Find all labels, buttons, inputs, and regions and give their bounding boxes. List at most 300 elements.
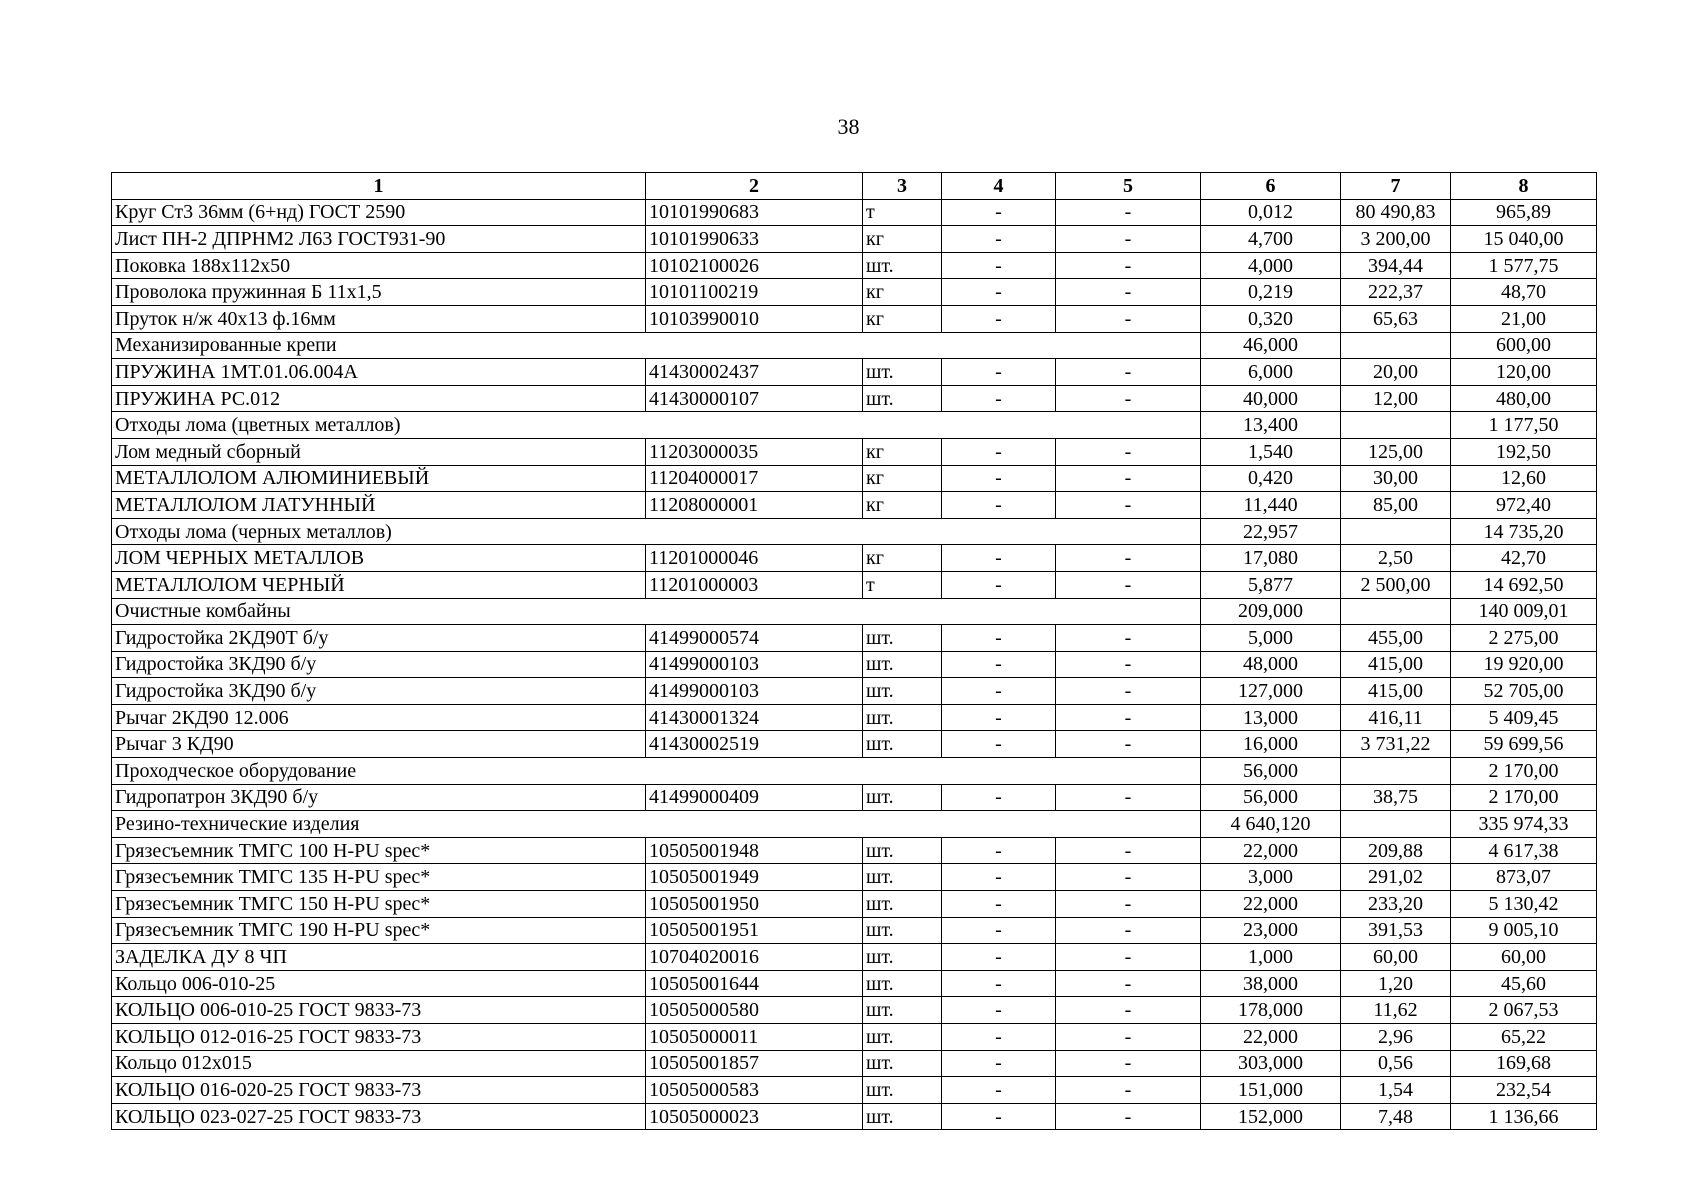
item-qty: 16,000 xyxy=(1201,731,1341,758)
item-name: Гидростойка 3КД90 б/у xyxy=(112,678,646,705)
item-col4: - xyxy=(942,917,1056,944)
item-unit: шт. xyxy=(863,252,942,279)
item-qty: 22,000 xyxy=(1201,891,1341,918)
item-qty: 40,000 xyxy=(1201,385,1341,412)
item-sum: 2 170,00 xyxy=(1451,784,1597,811)
group-name: Механизированные крепи xyxy=(112,332,1201,359)
item-unit: шт. xyxy=(863,970,942,997)
item-code: 41430002437 xyxy=(646,359,863,386)
item-qty: 22,000 xyxy=(1201,1024,1341,1051)
item-price: 38,75 xyxy=(1341,784,1451,811)
table-row xyxy=(112,199,1597,226)
item-qty: 11,440 xyxy=(1201,492,1341,519)
column-header-5: 5 xyxy=(1056,173,1201,200)
group-price xyxy=(1341,332,1451,359)
table-row xyxy=(112,864,1597,891)
item-code: 10101990683 xyxy=(646,199,863,226)
item-name: Лом медный сборный xyxy=(112,438,646,465)
materials-table xyxy=(111,172,1597,1130)
item-qty: 13,000 xyxy=(1201,704,1341,731)
group-price xyxy=(1341,518,1451,545)
item-price: 455,00 xyxy=(1341,625,1451,652)
item-price: 30,00 xyxy=(1341,465,1451,492)
item-col5: - xyxy=(1056,226,1201,253)
item-col4: - xyxy=(942,199,1056,226)
item-price: 291,02 xyxy=(1341,864,1451,891)
item-col5: - xyxy=(1056,970,1201,997)
item-name: Грязесъемник ТМГС 190 H-PU spec* xyxy=(112,917,646,944)
item-name: Гидростойка 3КД90 б/у xyxy=(112,651,646,678)
table-row xyxy=(112,784,1597,811)
item-col4: - xyxy=(942,731,1056,758)
item-col4: - xyxy=(942,545,1056,572)
item-qty: 6,000 xyxy=(1201,359,1341,386)
item-sum: 169,68 xyxy=(1451,1050,1597,1077)
item-name: ЛОМ ЧЕРНЫХ МЕТАЛЛОВ xyxy=(112,545,646,572)
table-row xyxy=(112,678,1597,705)
item-unit: шт. xyxy=(863,704,942,731)
column-header-1: 1 xyxy=(112,173,646,200)
item-sum: 232,54 xyxy=(1451,1077,1597,1104)
item-sum: 1 577,75 xyxy=(1451,252,1597,279)
item-qty: 56,000 xyxy=(1201,784,1341,811)
item-code: 10505001950 xyxy=(646,891,863,918)
item-code: 10101990633 xyxy=(646,226,863,253)
item-name: КОЛЬЦО 023-027-25 ГОСТ 9833-73 xyxy=(112,1103,646,1130)
item-col5: - xyxy=(1056,651,1201,678)
group-sum: 14 735,20 xyxy=(1451,518,1597,545)
item-price: 12,00 xyxy=(1341,385,1451,412)
item-unit: шт. xyxy=(863,837,942,864)
table-row xyxy=(112,917,1597,944)
item-price: 209,88 xyxy=(1341,837,1451,864)
table-row xyxy=(112,837,1597,864)
column-header-7: 7 xyxy=(1341,173,1451,200)
item-code: 11201000046 xyxy=(646,545,863,572)
column-header-3: 3 xyxy=(863,173,942,200)
column-header-2: 2 xyxy=(646,173,863,200)
item-name: Кольцо 012х015 xyxy=(112,1050,646,1077)
item-code: 10505001948 xyxy=(646,837,863,864)
column-header-4: 4 xyxy=(942,173,1056,200)
table-row xyxy=(112,252,1597,279)
item-unit: кг xyxy=(863,492,942,519)
item-sum: 12,60 xyxy=(1451,465,1597,492)
item-qty: 23,000 xyxy=(1201,917,1341,944)
table-row xyxy=(112,731,1597,758)
item-price: 2,96 xyxy=(1341,1024,1451,1051)
item-code: 41430001324 xyxy=(646,704,863,731)
item-name: МЕТАЛЛОЛОМ ЛАТУННЫЙ xyxy=(112,492,646,519)
item-unit: шт. xyxy=(863,1103,942,1130)
table-body xyxy=(112,199,1597,1130)
item-col4: - xyxy=(942,1077,1056,1104)
page-number: 38 xyxy=(837,114,860,139)
item-name: Гидропатрон 3КД90 б/у xyxy=(112,784,646,811)
item-col4: - xyxy=(942,465,1056,492)
item-sum: 19 920,00 xyxy=(1451,651,1597,678)
item-sum: 59 699,56 xyxy=(1451,731,1597,758)
item-sum: 192,50 xyxy=(1451,438,1597,465)
item-unit: шт. xyxy=(863,891,942,918)
group-sum: 600,00 xyxy=(1451,332,1597,359)
item-col4: - xyxy=(942,837,1056,864)
group-sum: 2 170,00 xyxy=(1451,758,1597,785)
item-price: 7,48 xyxy=(1341,1103,1451,1130)
item-sum: 120,00 xyxy=(1451,359,1597,386)
item-unit: кг xyxy=(863,545,942,572)
item-qty: 22,000 xyxy=(1201,837,1341,864)
item-code: 10102100026 xyxy=(646,252,863,279)
item-unit: шт. xyxy=(863,359,942,386)
item-code: 10704020016 xyxy=(646,944,863,971)
item-name: Поковка 188х112х50 xyxy=(112,252,646,279)
item-name: ПРУЖИНА РС.012 xyxy=(112,385,646,412)
group-name: Отходы лома (черных металлов) xyxy=(112,518,1201,545)
item-col5: - xyxy=(1056,997,1201,1024)
item-qty: 4,000 xyxy=(1201,252,1341,279)
item-unit: кг xyxy=(863,279,942,306)
item-unit: шт. xyxy=(863,385,942,412)
item-price: 222,37 xyxy=(1341,279,1451,306)
item-sum: 1 136,66 xyxy=(1451,1103,1597,1130)
group-price xyxy=(1341,811,1451,838)
table-row xyxy=(112,1103,1597,1130)
item-name: МЕТАЛЛОЛОМ АЛЮМИНИЕВЫЙ xyxy=(112,465,646,492)
item-unit: кг xyxy=(863,465,942,492)
item-name: Кольцо 006-010-25 xyxy=(112,970,646,997)
item-col5: - xyxy=(1056,465,1201,492)
item-col4: - xyxy=(942,1103,1056,1130)
item-qty: 5,877 xyxy=(1201,571,1341,598)
item-qty: 17,080 xyxy=(1201,545,1341,572)
item-unit: шт. xyxy=(863,1077,942,1104)
item-code: 11204000017 xyxy=(646,465,863,492)
item-qty: 38,000 xyxy=(1201,970,1341,997)
item-qty: 0,320 xyxy=(1201,305,1341,332)
group-name: Резино-технические изделия xyxy=(112,811,1201,838)
item-sum: 5 409,45 xyxy=(1451,704,1597,731)
item-price: 391,53 xyxy=(1341,917,1451,944)
item-sum: 42,70 xyxy=(1451,545,1597,572)
table-row xyxy=(112,651,1597,678)
item-col5: - xyxy=(1056,305,1201,332)
item-qty: 0,012 xyxy=(1201,199,1341,226)
group-name: Отходы лома (цветных металлов) xyxy=(112,412,1201,439)
item-price: 1,54 xyxy=(1341,1077,1451,1104)
item-name: Гидростойка 2КД90Т б/у xyxy=(112,625,646,652)
item-unit: шт. xyxy=(863,625,942,652)
item-code: 10103990010 xyxy=(646,305,863,332)
table-row xyxy=(112,1024,1597,1051)
table-row xyxy=(112,970,1597,997)
item-col5: - xyxy=(1056,438,1201,465)
item-col5: - xyxy=(1056,279,1201,306)
item-col5: - xyxy=(1056,1077,1201,1104)
item-col5: - xyxy=(1056,864,1201,891)
item-col4: - xyxy=(942,784,1056,811)
item-col4: - xyxy=(942,252,1056,279)
item-col4: - xyxy=(942,864,1056,891)
item-sum: 60,00 xyxy=(1451,944,1597,971)
item-name: КОЛЬЦО 016-020-25 ГОСТ 9833-73 xyxy=(112,1077,646,1104)
group-row xyxy=(112,598,1597,625)
item-price: 1,20 xyxy=(1341,970,1451,997)
item-unit: шт. xyxy=(863,917,942,944)
item-col5: - xyxy=(1056,625,1201,652)
item-price: 2 500,00 xyxy=(1341,571,1451,598)
item-name: Рычаг 2КД90 12.006 xyxy=(112,704,646,731)
group-qty: 209,000 xyxy=(1201,598,1341,625)
item-code: 10505000011 xyxy=(646,1024,863,1051)
item-name: КОЛЬЦО 012-016-25 ГОСТ 9833-73 xyxy=(112,1024,646,1051)
item-code: 10505001644 xyxy=(646,970,863,997)
item-qty: 1,000 xyxy=(1201,944,1341,971)
item-unit: шт. xyxy=(863,651,942,678)
group-name: Очистные комбайны xyxy=(112,598,1201,625)
item-qty: 5,000 xyxy=(1201,625,1341,652)
item-qty: 0,420 xyxy=(1201,465,1341,492)
column-header-6: 6 xyxy=(1201,173,1341,200)
item-sum: 9 005,10 xyxy=(1451,917,1597,944)
table-row xyxy=(112,1077,1597,1104)
item-name: Грязесъемник ТМГС 135 H-PU spec* xyxy=(112,864,646,891)
item-price: 20,00 xyxy=(1341,359,1451,386)
group-sum: 140 009,01 xyxy=(1451,598,1597,625)
item-code: 11203000035 xyxy=(646,438,863,465)
item-unit: шт. xyxy=(863,864,942,891)
group-row xyxy=(112,412,1597,439)
item-col4: - xyxy=(942,970,1056,997)
group-sum: 335 974,33 xyxy=(1451,811,1597,838)
item-sum: 21,00 xyxy=(1451,305,1597,332)
item-col5: - xyxy=(1056,1103,1201,1130)
group-qty: 46,000 xyxy=(1201,332,1341,359)
item-col5: - xyxy=(1056,917,1201,944)
item-col4: - xyxy=(942,279,1056,306)
item-col4: - xyxy=(942,704,1056,731)
item-unit: шт. xyxy=(863,997,942,1024)
item-col5: - xyxy=(1056,571,1201,598)
item-code: 10505000580 xyxy=(646,997,863,1024)
table-row xyxy=(112,438,1597,465)
item-code: 10505001857 xyxy=(646,1050,863,1077)
item-col5: - xyxy=(1056,944,1201,971)
group-row xyxy=(112,518,1597,545)
item-col5: - xyxy=(1056,199,1201,226)
item-sum: 5 130,42 xyxy=(1451,891,1597,918)
group-qty: 13,400 xyxy=(1201,412,1341,439)
group-price xyxy=(1341,598,1451,625)
item-col4: - xyxy=(942,625,1056,652)
column-header-8: 8 xyxy=(1451,173,1597,200)
item-price: 2,50 xyxy=(1341,545,1451,572)
table-row xyxy=(112,226,1597,253)
item-price: 65,63 xyxy=(1341,305,1451,332)
item-name: Грязесъемник ТМГС 150 H-PU spec* xyxy=(112,891,646,918)
item-col5: - xyxy=(1056,252,1201,279)
item-price: 415,00 xyxy=(1341,678,1451,705)
table-row xyxy=(112,279,1597,306)
item-unit: кг xyxy=(863,305,942,332)
item-code: 10505001949 xyxy=(646,864,863,891)
group-sum: 1 177,50 xyxy=(1451,412,1597,439)
item-col5: - xyxy=(1056,784,1201,811)
item-code: 10101100219 xyxy=(646,279,863,306)
item-code: 41430002519 xyxy=(646,731,863,758)
item-unit: шт. xyxy=(863,731,942,758)
item-col5: - xyxy=(1056,359,1201,386)
item-name: Круг Ст3 36мм (6+нд) ГОСТ 2590 xyxy=(112,199,646,226)
item-qty: 303,000 xyxy=(1201,1050,1341,1077)
item-price: 394,44 xyxy=(1341,252,1451,279)
item-col5: - xyxy=(1056,678,1201,705)
item-qty: 4,700 xyxy=(1201,226,1341,253)
table-row xyxy=(112,1050,1597,1077)
item-col4: - xyxy=(942,492,1056,519)
item-col4: - xyxy=(942,385,1056,412)
item-price: 0,56 xyxy=(1341,1050,1451,1077)
group-qty: 56,000 xyxy=(1201,758,1341,785)
item-unit: шт. xyxy=(863,944,942,971)
item-qty: 127,000 xyxy=(1201,678,1341,705)
table-row xyxy=(112,571,1597,598)
item-sum: 873,07 xyxy=(1451,864,1597,891)
item-code: 10505000583 xyxy=(646,1077,863,1104)
item-col4: - xyxy=(942,997,1056,1024)
item-col4: - xyxy=(942,891,1056,918)
item-price: 125,00 xyxy=(1341,438,1451,465)
item-col4: - xyxy=(942,571,1056,598)
item-qty: 0,219 xyxy=(1201,279,1341,306)
item-unit: т xyxy=(863,571,942,598)
item-col5: - xyxy=(1056,837,1201,864)
item-col4: - xyxy=(942,1050,1056,1077)
item-sum: 65,22 xyxy=(1451,1024,1597,1051)
item-unit: шт. xyxy=(863,784,942,811)
item-col4: - xyxy=(942,651,1056,678)
table-row xyxy=(112,305,1597,332)
item-qty: 3,000 xyxy=(1201,864,1341,891)
item-code: 10505001951 xyxy=(646,917,863,944)
group-row xyxy=(112,332,1597,359)
item-col4: - xyxy=(942,678,1056,705)
item-unit: кг xyxy=(863,226,942,253)
item-sum: 15 040,00 xyxy=(1451,226,1597,253)
item-col5: - xyxy=(1056,1050,1201,1077)
group-qty: 22,957 xyxy=(1201,518,1341,545)
table-row xyxy=(112,492,1597,519)
item-name: Рычаг 3 КД90 xyxy=(112,731,646,758)
item-price: 416,11 xyxy=(1341,704,1451,731)
item-col4: - xyxy=(942,1024,1056,1051)
item-price: 60,00 xyxy=(1341,944,1451,971)
table-row xyxy=(112,704,1597,731)
item-price: 233,20 xyxy=(1341,891,1451,918)
item-col5: - xyxy=(1056,1024,1201,1051)
item-name: Пруток н/ж 40х13 ф.16мм xyxy=(112,305,646,332)
item-name: Грязесъемник ТМГС 100 H-PU spec* xyxy=(112,837,646,864)
item-unit: кг xyxy=(863,438,942,465)
item-name: ЗАДЕЛКА ДУ 8 ЧП xyxy=(112,944,646,971)
item-price: 80 490,83 xyxy=(1341,199,1451,226)
item-sum: 2 067,53 xyxy=(1451,997,1597,1024)
item-col5: - xyxy=(1056,545,1201,572)
item-code: 11201000003 xyxy=(646,571,863,598)
item-unit: шт. xyxy=(863,678,942,705)
item-unit: т xyxy=(863,199,942,226)
item-col4: - xyxy=(942,359,1056,386)
item-qty: 151,000 xyxy=(1201,1077,1341,1104)
item-code: 41499000103 xyxy=(646,678,863,705)
item-sum: 2 275,00 xyxy=(1451,625,1597,652)
table-row xyxy=(112,385,1597,412)
item-col5: - xyxy=(1056,385,1201,412)
item-code: 11208000001 xyxy=(646,492,863,519)
item-name: МЕТАЛЛОЛОМ ЧЕРНЫЙ xyxy=(112,571,646,598)
table-row xyxy=(112,944,1597,971)
item-price: 85,00 xyxy=(1341,492,1451,519)
table-row xyxy=(112,465,1597,492)
item-code: 41430000107 xyxy=(646,385,863,412)
item-sum: 48,70 xyxy=(1451,279,1597,306)
item-col4: - xyxy=(942,438,1056,465)
item-unit: шт. xyxy=(863,1024,942,1051)
item-col4: - xyxy=(942,944,1056,971)
item-name: ПРУЖИНА 1МТ.01.06.004А xyxy=(112,359,646,386)
item-code: 10505000023 xyxy=(646,1103,863,1130)
item-col4: - xyxy=(942,305,1056,332)
item-unit: шт. xyxy=(863,1050,942,1077)
item-sum: 972,40 xyxy=(1451,492,1597,519)
group-row xyxy=(112,758,1597,785)
item-col5: - xyxy=(1056,731,1201,758)
group-row xyxy=(112,811,1597,838)
item-qty: 1,540 xyxy=(1201,438,1341,465)
table-row xyxy=(112,625,1597,652)
item-code: 41499000409 xyxy=(646,784,863,811)
item-price: 3 200,00 xyxy=(1341,226,1451,253)
item-sum: 965,89 xyxy=(1451,199,1597,226)
item-price: 11,62 xyxy=(1341,997,1451,1024)
item-code: 41499000103 xyxy=(646,651,863,678)
item-name: Лист ПН-2 ДПРНМ2 Л63 ГОСТ931-90 xyxy=(112,226,646,253)
item-qty: 48,000 xyxy=(1201,651,1341,678)
item-name: КОЛЬЦО 006-010-25 ГОСТ 9833-73 xyxy=(112,997,646,1024)
item-name: Проволока пружинная Б 11х1,5 xyxy=(112,279,646,306)
table-row xyxy=(112,891,1597,918)
group-price xyxy=(1341,412,1451,439)
item-qty: 178,000 xyxy=(1201,997,1341,1024)
item-price: 415,00 xyxy=(1341,651,1451,678)
item-code: 41499000574 xyxy=(646,625,863,652)
item-qty: 152,000 xyxy=(1201,1103,1341,1130)
header-row xyxy=(112,173,1597,200)
item-col5: - xyxy=(1056,492,1201,519)
item-sum: 52 705,00 xyxy=(1451,678,1597,705)
item-sum: 480,00 xyxy=(1451,385,1597,412)
item-col4: - xyxy=(942,226,1056,253)
item-sum: 14 692,50 xyxy=(1451,571,1597,598)
table-row xyxy=(112,359,1597,386)
group-name: Проходческое оборудование xyxy=(112,758,1201,785)
item-col5: - xyxy=(1056,891,1201,918)
item-sum: 45,60 xyxy=(1451,970,1597,997)
table-row xyxy=(112,997,1597,1024)
item-price: 3 731,22 xyxy=(1341,731,1451,758)
item-sum: 4 617,38 xyxy=(1451,837,1597,864)
group-price xyxy=(1341,758,1451,785)
